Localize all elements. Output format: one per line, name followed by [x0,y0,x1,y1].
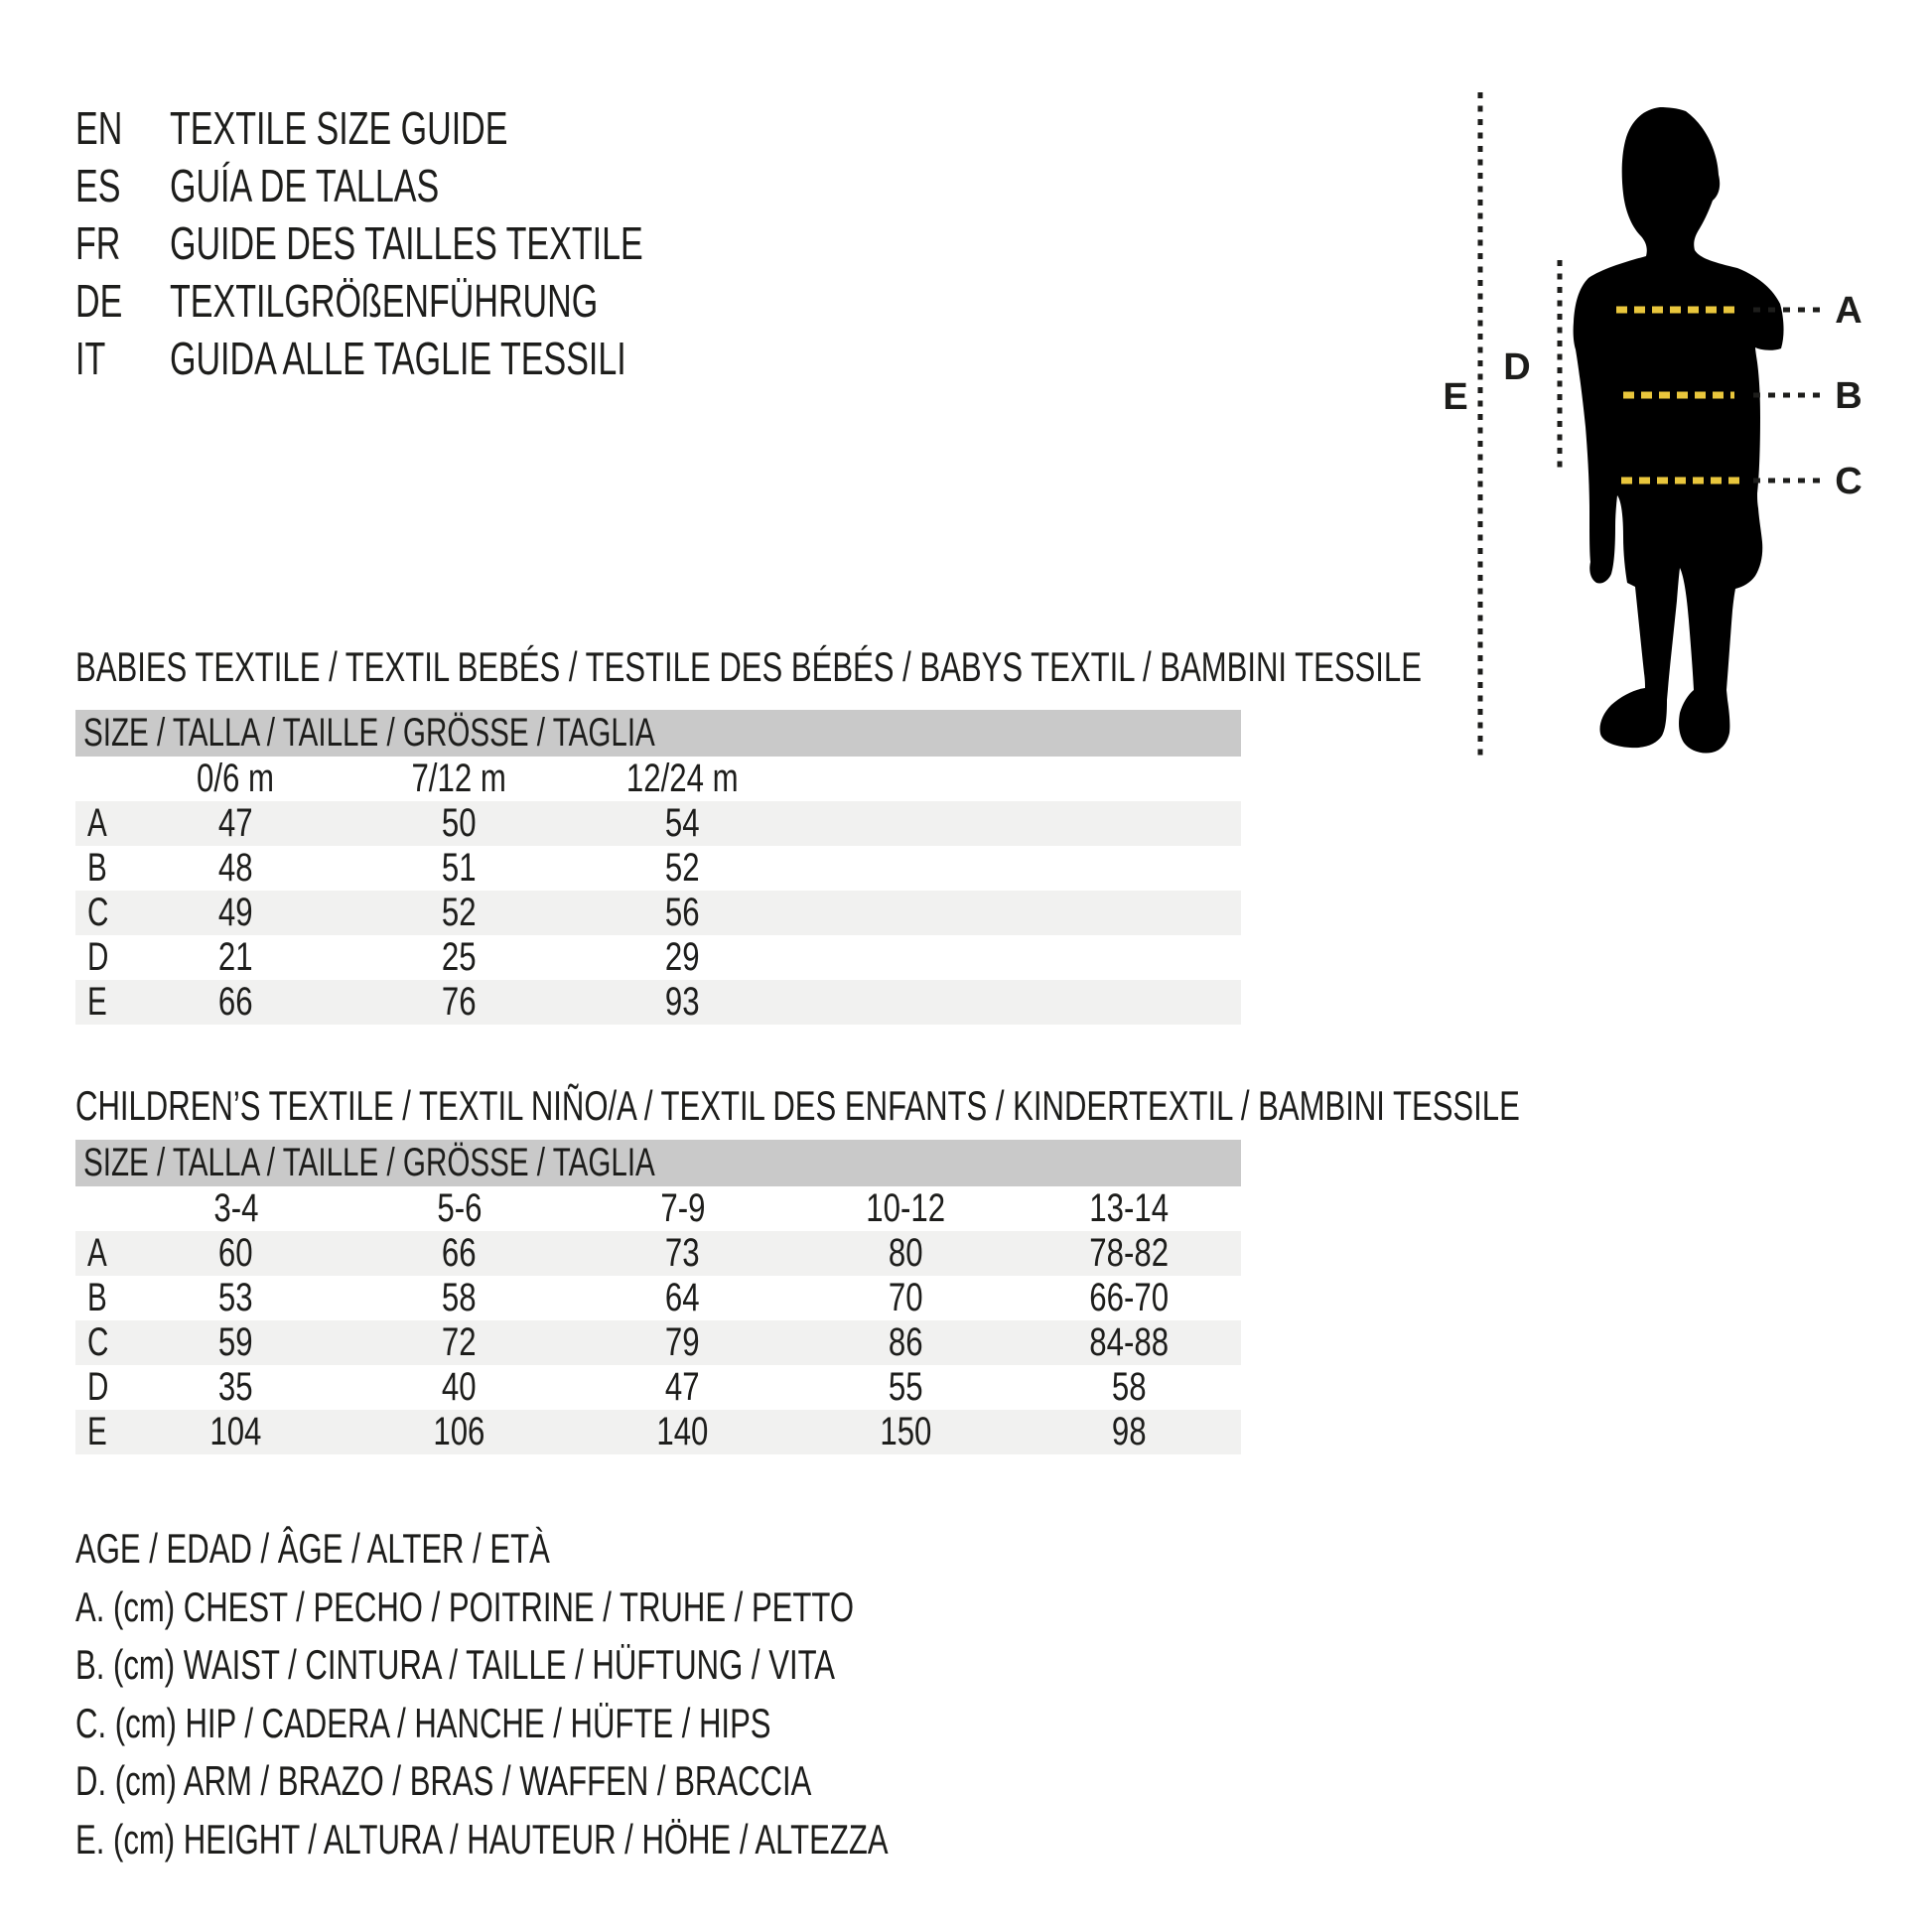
language-title [170,157,533,214]
column-header [347,1186,571,1231]
row-label-text: E [87,1410,107,1453]
cell-value: 106 [433,1410,485,1453]
column-header-label: 3-4 [212,1186,259,1230]
table-cell [124,1365,347,1410]
arm-label: D [1503,346,1531,388]
table-cell [124,891,347,935]
waist-label: B [1835,375,1863,417]
row-label-text: C [87,1320,109,1364]
cell-value: 51 [442,846,477,890]
cell-value: 29 [665,935,700,979]
empty-cell [794,935,1018,980]
language-code-label: ES [75,160,121,211]
table-cell [794,1320,1018,1365]
cell-value: 60 [218,1231,253,1275]
column-header-label: 13-14 [1089,1186,1170,1230]
row-label [75,891,124,935]
cell-value: 66 [442,1231,477,1275]
measure-legend [75,1520,1173,1869]
children-size-table [75,1140,1241,1454]
cell-value: 93 [665,980,700,1024]
row-label-text: A [87,1231,107,1275]
table-cell [1018,1231,1241,1276]
row-label [75,980,124,1025]
cell-value: 70 [889,1276,923,1319]
cell-value: 98 [1112,1410,1147,1453]
cell-value: 54 [665,801,700,845]
column-header [1018,1186,1241,1231]
children-size-header-bar [75,1140,1241,1186]
column-header [124,1186,347,1231]
legend-line-text: C. (cm) HIP / CADERA / HANCHE / HÜFTE / HIPS [75,1699,771,1746]
table-cell [571,1276,794,1320]
column-header [794,1186,1018,1231]
table-cell [124,1276,347,1320]
babies-size-header-bar [75,710,1241,757]
row-label-text: A [87,801,107,845]
table-cell [347,1320,571,1365]
cell-value: 47 [665,1365,700,1409]
table-cell [124,1231,347,1276]
cell-value: 66 [218,980,253,1024]
language-title [170,214,809,272]
table-cell [347,980,571,1025]
language-title [170,272,749,330]
cell-value: 64 [665,1276,700,1319]
children-row-d [75,1365,1241,1410]
children-row-c [75,1320,1241,1365]
table-cell [1018,1410,1241,1454]
cell-value: 58 [1112,1365,1147,1409]
children-row-e [75,1410,1241,1454]
table-cell [347,1365,571,1410]
column-header-label: 10-12 [866,1186,946,1230]
empty-cell [794,846,1018,891]
table-cell [124,1320,347,1365]
language-title [170,330,786,387]
table-cell [347,846,571,891]
cell-value: 73 [665,1231,700,1275]
table-cell [347,1276,571,1320]
table-cell [794,1410,1018,1454]
table-cell [1018,1276,1241,1320]
language-title-list [75,99,809,387]
column-header [347,757,571,801]
language-row-en [75,99,809,157]
table-cell [571,1410,794,1454]
language-title-label: TEXTILGRÖßENFÜHRUNG [170,275,599,327]
babies-row-b [75,846,1241,891]
legend-line-text: B. (cm) WAIST / CINTURA / TAILLE / HÜFTUNG / VITA [75,1641,835,1689]
table-cell [571,1320,794,1365]
hip-label: C [1835,461,1863,502]
empty-cell [1018,891,1241,935]
legend-line-height [75,1811,1173,1869]
row-label [75,1410,124,1454]
empty-cell [75,1186,124,1231]
babies-row-d [75,935,1241,980]
children-size-header-label: SIZE / TALLA / TAILLE / GRÖSSE / TAGLIA [83,1141,655,1184]
table-cell [571,980,794,1025]
empty-cell [794,757,1018,801]
row-label [75,1276,124,1320]
empty-cell [794,801,1018,846]
column-header-label: 7/12 m [411,757,507,800]
cell-value: 25 [442,935,477,979]
legend-line-text: A. (cm) CHEST / PECHO / POITRINE / TRUHE / PETTO [75,1583,855,1630]
row-label [75,801,124,846]
row-label-text: E [87,980,107,1024]
babies-section-title [75,644,1894,689]
language-row-it [75,330,809,387]
language-code-label: FR [75,217,121,269]
babies-size-table [75,710,1241,1025]
babies-row-c [75,891,1241,935]
column-header-label: 12/24 m [626,757,739,800]
language-code [75,157,170,214]
cell-value: 21 [218,935,253,979]
cell-value: 53 [218,1276,253,1319]
table-cell [571,891,794,935]
cell-value: 52 [442,891,477,934]
children-section-title [75,1083,1932,1128]
language-code-label: DE [75,275,123,327]
table-cell [347,1231,571,1276]
row-label-text: D [87,935,109,979]
children-row-a [75,1231,1241,1276]
empty-cell [1018,846,1241,891]
legend-line-age [75,1520,1173,1579]
children-row-b [75,1276,1241,1320]
empty-cell [1018,935,1241,980]
cell-value: 48 [218,846,253,890]
language-row-fr [75,214,809,272]
cell-value: 58 [442,1276,477,1319]
cell-value: 86 [889,1320,923,1364]
language-row-es [75,157,809,214]
cell-value: 104 [209,1410,262,1453]
cell-value: 78-82 [1089,1231,1170,1275]
language-title-label: TEXTILE SIZE GUIDE [170,102,508,154]
column-header-label: 7-9 [659,1186,706,1230]
cell-value: 35 [218,1365,253,1409]
language-title-label: GUÍA DE TALLAS [170,160,440,211]
cell-value: 80 [889,1231,923,1275]
table-cell [571,801,794,846]
children-column-header-row [75,1186,1241,1231]
babies-size-header-label: SIZE / TALLA / TAILLE / GRÖSSE / TAGLIA [83,711,655,755]
table-cell [1018,1320,1241,1365]
table-cell [124,801,347,846]
babies-row-e [75,980,1241,1025]
cell-value: 49 [218,891,253,934]
language-row-de [75,272,809,330]
language-code [75,99,170,157]
table-cell [794,1365,1018,1410]
table-cell [347,801,571,846]
table-cell [124,846,347,891]
cell-value: 40 [442,1365,477,1409]
empty-cell [794,980,1018,1025]
cell-value: 84-88 [1089,1320,1170,1364]
column-header [571,757,794,801]
table-cell [571,1231,794,1276]
legend-line-text: E. (cm) HEIGHT / ALTURA / HAUTEUR / HÖHE / ALTEZZA [75,1815,889,1863]
babies-section-title-label: BABIES TEXTILE / TEXTIL BEBÉS / TESTILE DES BÉBÉS / BABYS TEXTIL / BAMBINI TESSILE [75,643,1422,690]
language-code-label: IT [75,333,106,384]
cell-value: 66-70 [1089,1276,1170,1319]
legend-line-arm [75,1752,1173,1811]
legend-line-hip [75,1695,1173,1753]
cell-value: 79 [665,1320,700,1364]
babies-column-header-row [75,757,1241,801]
empty-cell [1018,980,1241,1025]
table-cell [794,1276,1018,1320]
table-cell [794,1231,1018,1276]
language-title-label: GUIDA ALLE TAGLIE TESSILI [170,333,626,384]
row-label-text: D [87,1365,109,1409]
table-cell [347,935,571,980]
empty-cell [794,891,1018,935]
cell-value: 150 [880,1410,932,1453]
legend-line-waist [75,1636,1173,1695]
babies-row-a [75,801,1241,846]
row-label [75,1365,124,1410]
empty-cell [75,757,124,801]
column-header [124,757,347,801]
table-cell [124,980,347,1025]
empty-cell [1018,801,1241,846]
row-label [75,935,124,980]
cell-value: 140 [656,1410,709,1453]
table-cell [347,1410,571,1454]
row-label-text: B [87,1276,107,1319]
cell-value: 47 [218,801,253,845]
row-label-text: B [87,846,107,890]
row-label [75,1320,124,1365]
legend-line-text: D. (cm) ARM / BRAZO / BRAS / WAFFEN / BRACCIA [75,1757,812,1805]
table-cell [571,1365,794,1410]
language-title-label: GUIDE DES TAILLES TEXTILE [170,217,643,269]
cell-value: 52 [665,846,700,890]
cell-value: 76 [442,980,477,1024]
cell-value: 55 [889,1365,923,1409]
language-code [75,272,170,330]
children-section-title-label: CHILDREN’S TEXTILE / TEXTIL NIÑO/A / TEXTIL DES ENFANTS / KINDERTEXTIL / BAMBINI TESSILE [75,1082,1520,1129]
legend-line-text: AGE / EDAD / ÂGE / ALTER / ETÀ [75,1525,550,1572]
table-cell [347,891,571,935]
language-title [170,99,626,157]
row-label [75,846,124,891]
row-label-text: C [87,891,109,934]
language-code [75,214,170,272]
table-cell [124,1410,347,1454]
column-header-label: 0/6 m [197,757,275,800]
table-cell [571,935,794,980]
cell-value: 56 [665,891,700,934]
table-cell [124,935,347,980]
row-label [75,1231,124,1276]
empty-cell [1018,757,1241,801]
table-cell [1018,1365,1241,1410]
table-cell [571,846,794,891]
cell-value: 50 [442,801,477,845]
column-header [571,1186,794,1231]
chest-label: A [1835,290,1863,332]
height-label: E [1443,376,1468,418]
column-header-label: 5-6 [436,1186,483,1230]
language-code [75,330,170,387]
cell-value: 72 [442,1320,477,1364]
cell-value: 59 [218,1320,253,1364]
legend-line-chest [75,1579,1173,1637]
language-code-label: EN [75,102,123,154]
